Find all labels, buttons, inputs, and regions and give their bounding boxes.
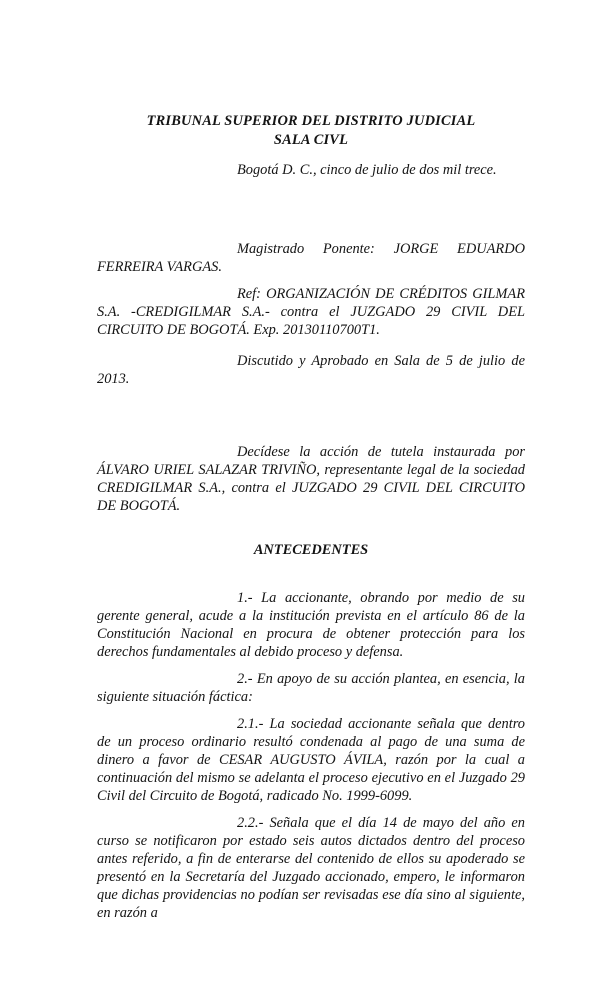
document-subtitle: SALA CIVL bbox=[273, 132, 349, 148]
approval-line: Discutido y Aprobado en Sala de 5 de julio de 2013. bbox=[97, 353, 525, 387]
magistrado-ponente-line: Magistrado Ponente: JORGE EDUARDO FERREIRA VARGAS. bbox=[97, 241, 525, 275]
section-heading-antecedentes: ANTECEDENTES bbox=[253, 542, 369, 558]
paragraph-1: 1.- La accionante, obrando por medio de su gerente general, acude a la institución prevista en el artículo 86 de la Constitución Nacional en procura de obtener protección para los derechos fundamentales al debido proceso y defensa. bbox=[97, 590, 525, 660]
document-content bbox=[97, 112, 525, 922]
paragraph-2-2: 2.2.- Señala que el día 14 de mayo del año en curso se notificaron por estado seis autos dictados dentro del proceso antes referido, a fin de enterarse del contenido de ellos su apoderado se presentó en la Secretaría del Juzgado accionado, empero, le informaron que dichas providencias no podían ser revisadas ese día sino al siguiente, en razón a bbox=[97, 815, 525, 921]
paragraph-2: 2.- En apoyo de su acción plantea, en esencia, la siguiente situación fáctica: bbox=[97, 671, 525, 705]
case-reference-line: Ref: ORGANIZACIÓN DE CRÉDITOS GILMAR S.A. -CREDIGILMAR S.A.- contra el JUZGADO 29 CIVIL DEL CIRCUITO DE BOGOTÁ. Exp. 20130110700T1. bbox=[97, 286, 525, 338]
decision-intro-paragraph: Decídese la acción de tutela instaurada por ÁLVARO URIEL SALAZAR TRIVIÑO, representante legal de la sociedad CREDIGILMAR S.A., contra el JUZGADO 29 CIVIL DEL CIRCUITO DE BOGOTÁ. bbox=[97, 444, 525, 514]
paragraph-2-1: 2.1.- La sociedad accionante señala que dentro de un proceso ordinario resultó condenada al pago de una suma de dinero a favor de CESAR AUGUSTO ÁVILA, razón por la cual a continuación del mismo se adelanta el proceso ejecutivo en el Juzgado 29 Civil del Circuito de Bogotá, radicado No. 1999-6099. bbox=[97, 716, 525, 804]
dateline: Bogotá D. C., cinco de julio de dos mil trece. bbox=[237, 162, 497, 178]
document-title: TRIBUNAL SUPERIOR DEL DISTRITO JUDICIAL bbox=[146, 113, 476, 129]
